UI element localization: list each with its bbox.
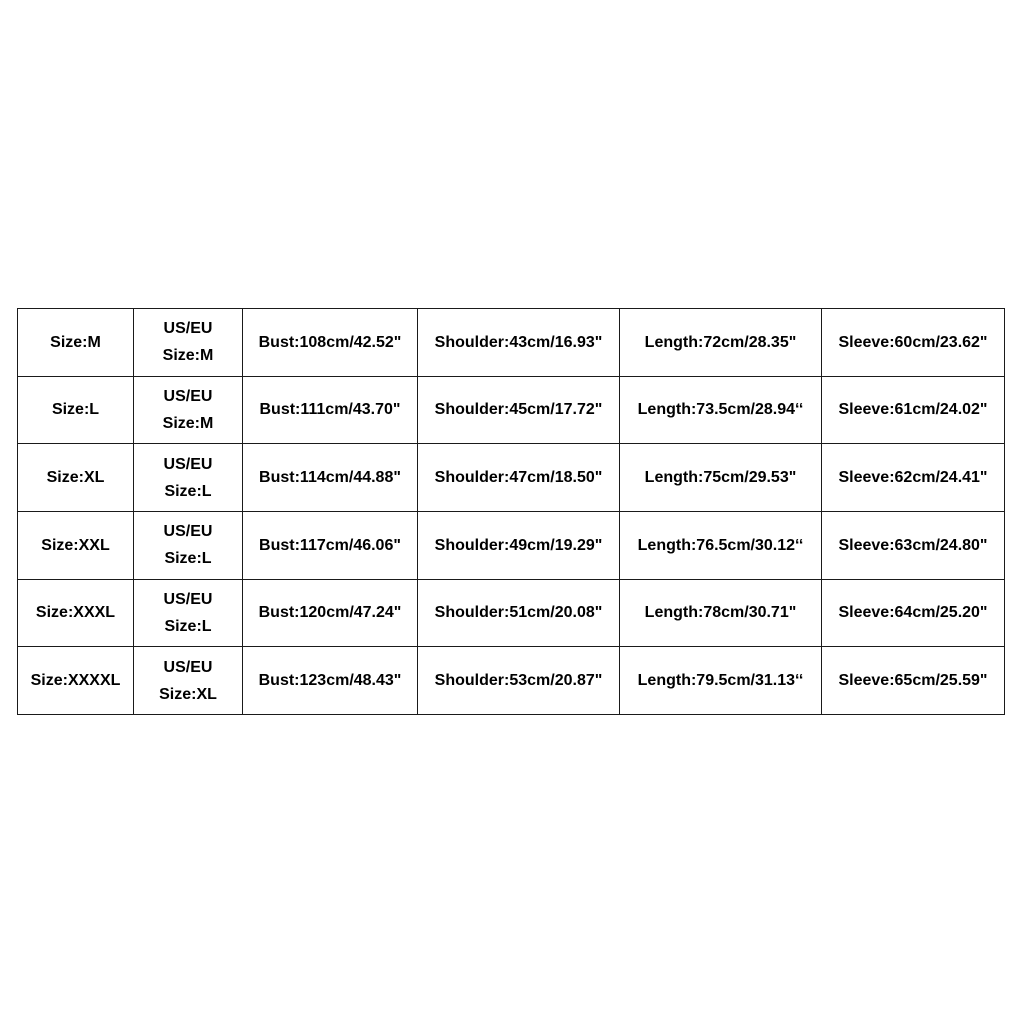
bust-cell: Bust:120cm/47.24" [243,579,418,647]
table-row [18,511,1005,579]
region-size: Size:L [164,482,212,500]
us-eu-size-cell [134,309,243,377]
us-eu-size-cell [134,579,243,647]
size-cell: Size:L [18,376,134,444]
sleeve-cell: Sleeve:65cm/25.59" [822,647,1005,715]
size-cell: Size:XXL [18,511,134,579]
size-chart-table [17,308,1005,715]
region-label: US/EU [163,658,213,676]
region-label: US/EU [163,590,213,608]
shoulder-cell: Shoulder:43cm/16.93" [418,309,620,377]
us-eu-size-cell [134,647,243,715]
bust-cell: Bust:108cm/42.52" [243,309,418,377]
region-size: Size:M [162,347,214,365]
length-cell: Length:73.5cm/28.94‘‘ [620,376,822,444]
shoulder-cell: Shoulder:47cm/18.50" [418,444,620,512]
region-size: Size:L [164,550,212,568]
table-row [18,444,1005,512]
region-size: Size:L [164,617,212,635]
sleeve-cell: Sleeve:64cm/25.20" [822,579,1005,647]
length-cell: Length:75cm/29.53" [620,444,822,512]
region-label: US/EU [163,455,213,473]
us-eu-size-cell [134,444,243,512]
region-label: US/EU [163,387,213,405]
table-row [18,647,1005,715]
length-cell: Length:78cm/30.71" [620,579,822,647]
region-label: US/EU [163,523,213,541]
table-row [18,376,1005,444]
length-cell: Length:72cm/28.35" [620,309,822,377]
sleeve-cell: Sleeve:63cm/24.80" [822,511,1005,579]
shoulder-cell: Shoulder:51cm/20.08" [418,579,620,647]
bust-cell: Bust:117cm/46.06" [243,511,418,579]
length-cell: Length:76.5cm/30.12‘‘ [620,511,822,579]
size-cell: Size:XXXXL [18,647,134,715]
sleeve-cell: Sleeve:60cm/23.62" [822,309,1005,377]
bust-cell: Bust:123cm/48.43" [243,647,418,715]
shoulder-cell: Shoulder:49cm/19.29" [418,511,620,579]
bust-cell: Bust:111cm/43.70" [243,376,418,444]
sleeve-cell: Sleeve:61cm/24.02" [822,376,1005,444]
shoulder-cell: Shoulder:53cm/20.87" [418,647,620,715]
size-cell: Size:XXXL [18,579,134,647]
sleeve-cell: Sleeve:62cm/24.41" [822,444,1005,512]
bust-cell: Bust:114cm/44.88" [243,444,418,512]
size-cell: Size:M [18,309,134,377]
us-eu-size-cell [134,376,243,444]
region-label: US/EU [163,320,213,338]
table-row [18,309,1005,377]
length-cell: Length:79.5cm/31.13‘‘ [620,647,822,715]
us-eu-size-cell [134,511,243,579]
region-size: Size:M [162,414,214,432]
region-size: Size:XL [159,685,217,703]
size-cell: Size:XL [18,444,134,512]
shoulder-cell: Shoulder:45cm/17.72" [418,376,620,444]
table-row [18,579,1005,647]
